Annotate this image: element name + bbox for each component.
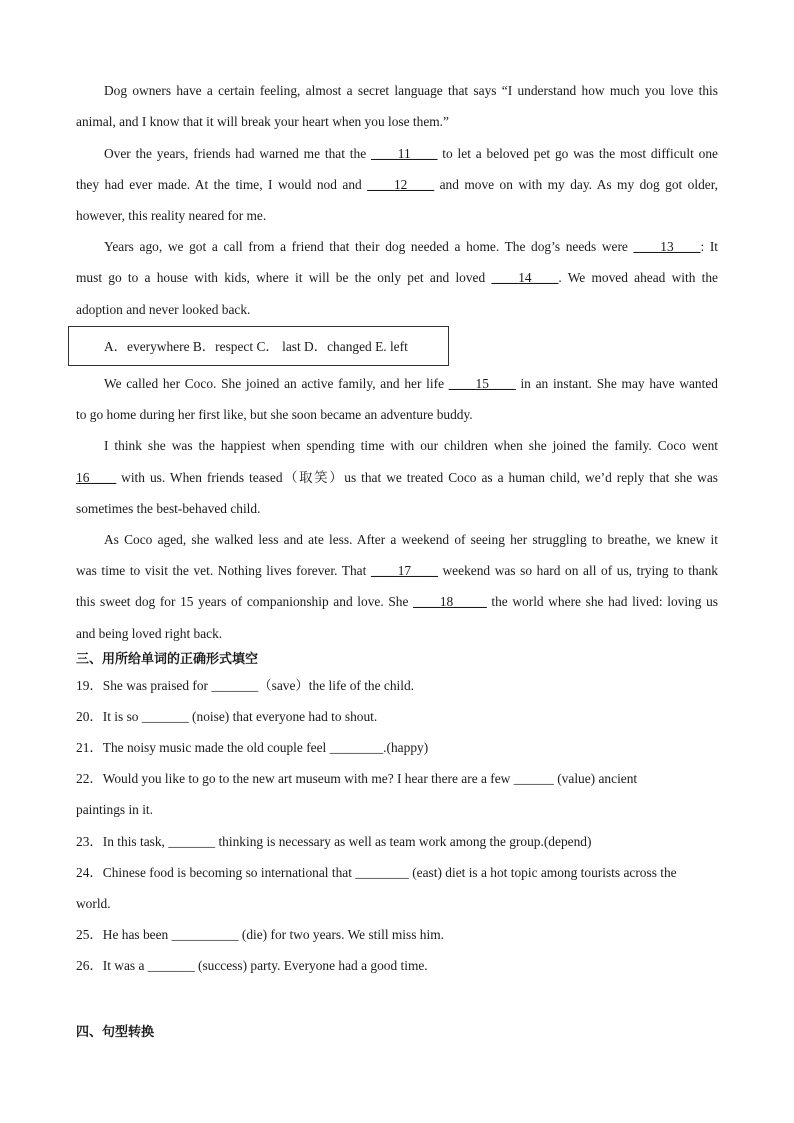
blank-16: 16____ xyxy=(76,470,117,485)
word-options: A．everywhere B．respect C． last D．changed E. left xyxy=(104,339,408,354)
passage-line: We called her Coco. She joined an active family, and her life ____15____ in an instant. She may have wanted xyxy=(104,376,718,391)
section-4-heading: 四、句型转换 xyxy=(76,1025,155,1040)
question-26: 26．It was a _______ (success) party. Everyone had a good time. xyxy=(76,958,428,973)
section-3-heading: 三、用所给单词的正确形式填空 xyxy=(76,652,259,667)
question-22-cont: paintings in it. xyxy=(76,802,153,817)
passage-line: must go to a house with kids, where it will be the only pet and loved ____14____. We moved ahead with the xyxy=(76,270,718,285)
blank-11: ____11____ xyxy=(370,146,438,161)
question-20: 20．It is so _______ (noise) that everyone had to shout. xyxy=(76,709,378,724)
passage-line: As Coco aged, she walked less and ate less. After a weekend of seeing her struggling to breathe, we knew it xyxy=(104,532,718,547)
blank-15: ____15____ xyxy=(448,376,516,391)
passage-line: animal, and I know that it will break your heart when you lose them.” xyxy=(76,114,449,129)
question-19: 19．She was praised for _______（save）the life of the child. xyxy=(76,678,415,693)
passage-line: to go home during her first like, but she soon became an adventure buddy. xyxy=(76,407,473,422)
blank-13: ____13____ xyxy=(633,239,701,254)
question-25: 25．He has been __________ (die) for two years. We still miss him. xyxy=(76,927,444,942)
question-23: 23．In this task, _______ thinking is necessary as well as team work among the group.(depend) xyxy=(76,834,592,849)
blank-17: ____17____ xyxy=(370,563,438,578)
passage-line: I think she was the happiest when spending time with our children when she joined the family. Coco went xyxy=(104,438,718,453)
question-24-cont: world. xyxy=(76,896,111,911)
blank-14: ____14____ xyxy=(491,270,559,285)
question-21: 21．The noisy music made the old couple feel ________.(happy) xyxy=(76,740,429,755)
passage-line: and being loved right back. xyxy=(76,626,223,641)
blank-18: ____18_____ xyxy=(413,594,487,609)
question-24: 24．Chinese food is becoming so international that ________ (east) diet is a hot topic among tourists across the xyxy=(76,865,677,880)
blank-12: ____12____ xyxy=(367,177,435,192)
passage-line: 16____ with us. When friends teased（取笑）us that we treated Coco as a human child, we’d reply that she was xyxy=(76,470,718,485)
passage-line: sometimes the best-behaved child. xyxy=(76,501,261,516)
passage-line: Over the years, friends had warned me that the ____11____ to let a beloved pet go was the most difficult one xyxy=(104,146,718,161)
passage-line: they had ever made. At the time, I would nod and ____12____ and move on with my day. As my dog got older, xyxy=(76,177,718,192)
passage-line: however, this reality neared for me. xyxy=(76,208,267,223)
options-box xyxy=(68,326,449,366)
passage-line: this sweet dog for 15 years of companionship and love. She ____18_____ the world where she had lived: loving us xyxy=(76,594,719,609)
question-22: 22．Would you like to go to the new art museum with me? I hear there are a few ______ (value) ancient xyxy=(76,771,638,786)
passage-line: Dog owners have a certain feeling, almost a secret language that says “I understand how much you love this xyxy=(104,83,718,98)
passage-line: adoption and never looked back. xyxy=(76,302,251,317)
passage-line: Years ago, we got a call from a friend that their dog needed a home. The dog’s needs were ____13____: It xyxy=(104,239,718,254)
passage-line: was time to visit the vet. Nothing lives forever. That ____17____ weekend was so hard on all of us, trying to thank xyxy=(76,563,718,578)
